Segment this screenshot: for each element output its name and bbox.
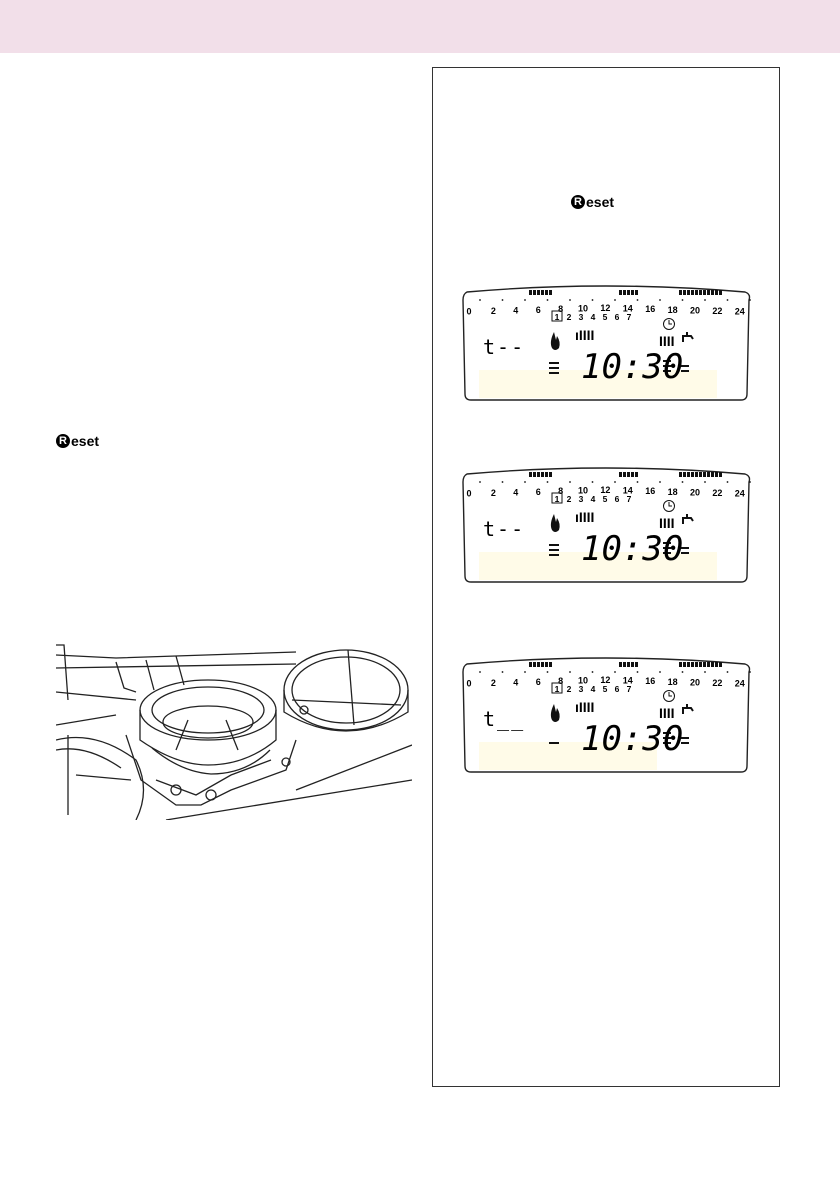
hour-tick-label: 0 [466,678,472,689]
timeline-segment [679,662,682,667]
timeline-segment [707,290,710,295]
timeline-segment [533,290,536,295]
day-label: 5 [602,684,608,694]
timeline-segment [635,472,638,477]
tick-dot [637,299,639,301]
status-code: t-- [483,335,526,359]
hour-tick-label: 18 [667,676,678,687]
timeline-segment [631,472,634,477]
timeline-segment [541,290,544,295]
day-label: 7 [626,312,632,322]
timeline-segment [541,662,544,667]
tick-dot [704,671,706,673]
radiator-icon: ıIIII [575,509,595,525]
timeline-segment [719,662,722,667]
timeline-segment [623,472,626,477]
tick-dot [749,299,751,301]
tick-dot [727,481,729,483]
tick-dot [524,299,526,301]
day-label: 3 [578,312,584,322]
reset-icon: R [56,434,70,448]
hour-tick-label: 6 [535,486,541,497]
timeline-segment [529,662,532,667]
reset-button-label-panel [571,194,614,210]
timeline-segment [627,290,630,295]
timeline-segment [533,472,536,477]
status-code: t__ [483,707,526,731]
timeline-segment [695,662,698,667]
day-label: 3 [578,494,584,504]
timeline-segment [683,662,686,667]
timeline-segment [699,290,702,295]
tick-dot [502,299,504,301]
tick-dot [547,299,549,301]
hour-tick-label: 18 [667,304,678,315]
timeline-segment [533,662,536,667]
radiator-icon-right: IIII [659,705,675,721]
timeline-segment [679,290,682,295]
hour-tick-label: 10 [577,303,589,314]
radiator-icon-right: IIII [659,333,675,349]
timeline-segment [631,290,634,295]
timeline-segment [715,290,718,295]
timeline-segment [715,662,718,667]
timeline-segment [549,290,552,295]
tick-dot [727,299,729,301]
timeline-segment [619,472,622,477]
day-label: 2 [566,312,572,322]
tick-dot [592,671,594,673]
level-bar [549,544,559,546]
tick-dot [569,299,571,301]
day-label: 7 [626,684,632,694]
timeline-segment [549,662,552,667]
reset-text: eset [586,194,615,210]
tick-dot [749,481,751,483]
timeline-segment [695,472,698,477]
timeline-segment [679,472,682,477]
level-bar [549,367,559,369]
day-label: 4 [590,312,596,322]
hour-tick-label: 24 [734,678,745,689]
tick-dot [479,671,481,673]
timeline-segment [549,472,552,477]
tick-dot [547,481,549,483]
hour-tick-label: 2 [490,306,496,316]
hour-tick-label: 2 [490,488,496,498]
lcd-display-3 [461,656,751,774]
timeline-segment [619,290,622,295]
tick-dot [682,299,684,301]
hour-tick-label: 24 [734,306,745,317]
timeline-segment [631,662,634,667]
timeline-segment [703,472,706,477]
day-label: 4 [590,684,596,694]
hour-tick-label: 2 [490,678,496,688]
timeline-segment [529,290,532,295]
hour-tick-label: 18 [667,486,678,497]
timeline-segment [619,662,622,667]
tick-dot [569,671,571,673]
timeline-segment [545,472,548,477]
day-label: 5 [602,312,608,322]
tick-dot [479,481,481,483]
tick-dot [479,299,481,301]
day-label: 2 [566,684,572,694]
timeline-segment [683,472,686,477]
hour-tick-label: 0 [466,306,472,317]
timeline-segment [719,472,722,477]
tick-dot [682,671,684,673]
tick-dot [727,671,729,673]
level-bar [549,742,559,744]
timeline-segment [691,662,694,667]
tick-dot [614,299,616,301]
time-display: 10:30 [581,347,684,387]
tick-dot [637,481,639,483]
tick-dot [569,481,571,483]
day-label: 3 [578,684,584,694]
tick-dot [614,671,616,673]
radiator-icon: ıIIII [575,327,595,343]
timeline-segment [703,290,706,295]
timeline-segment [719,290,722,295]
radiator-icon: ıIIII [575,699,595,715]
hour-tick-label: 10 [577,675,589,686]
level-bar [549,549,559,551]
hour-tick-label: 22 [712,678,723,688]
timeline-segment [545,662,548,667]
timeline-segment [537,662,540,667]
hour-tick-label: 22 [712,488,723,498]
timeline-segment [545,290,548,295]
hour-tick-label: 14 [622,485,633,496]
hour-tick-label: 24 [734,488,745,499]
hour-tick-label: 16 [645,676,656,687]
hour-tick-label: 20 [689,677,701,688]
hour-tick-label: 20 [689,487,701,498]
timeline-segment [715,472,718,477]
lcd-display-2 [461,466,751,584]
timeline-segment [635,662,638,667]
timeline-segment [707,472,710,477]
time-display: 10:30 [581,719,684,759]
timeline-segment [687,290,690,295]
tick-dot [682,481,684,483]
hour-tick-label: 16 [645,486,656,497]
time-display: 10:30 [581,529,684,569]
tick-dot [659,671,661,673]
timeline-segment [695,290,698,295]
reset-icon: R [571,195,585,209]
level-bar [549,372,559,374]
timeline-segment [699,662,702,667]
tick-dot [704,481,706,483]
day-label: 1 [554,684,560,694]
timeline-segment [635,290,638,295]
timeline-segment [691,472,694,477]
timeline-segment [623,290,626,295]
header-band [0,0,840,53]
tick-dot [659,299,661,301]
hour-tick-label: 6 [535,304,541,315]
timeline-segment [683,290,686,295]
tick-dot [592,481,594,483]
timeline-segment [541,472,544,477]
day-label: 7 [626,494,632,504]
level-bar [549,554,559,556]
timeline-segment [699,472,702,477]
day-label: 5 [602,494,608,504]
hour-tick-label: 8 [558,676,564,687]
hour-tick-label: 16 [645,304,656,315]
hour-tick-label: 12 [600,485,611,495]
level-bar [549,362,559,364]
reset-text: eset [71,433,100,449]
timeline-segment [711,472,714,477]
tick-dot [502,671,504,673]
timeline-segment [711,662,714,667]
hour-tick-label: 22 [712,306,723,316]
tick-dot [524,671,526,673]
hour-tick-label: 20 [689,305,701,316]
hour-tick-label: 4 [513,305,519,316]
timeline-segment [707,662,710,667]
hour-tick-label: 4 [513,487,519,498]
tick-dot [592,299,594,301]
timeline-segment [703,662,706,667]
day-label: 1 [554,312,560,322]
timeline-segment [711,290,714,295]
tick-dot [614,481,616,483]
status-code: t-- [483,517,526,541]
day-label: 6 [614,494,620,504]
tick-dot [749,671,751,673]
hour-tick-label: 4 [513,677,519,688]
hour-tick-label: 0 [466,488,472,499]
day-label: 6 [614,312,620,322]
timeline-segment [627,472,630,477]
hour-tick-label: 8 [558,304,564,315]
reset-button-label [56,433,99,449]
tick-dot [659,481,661,483]
hour-tick-label: 12 [600,675,611,685]
timeline-segment [623,662,626,667]
timeline-segment [529,472,532,477]
hour-tick-label: 10 [577,485,589,496]
hour-tick-label: 12 [600,303,611,313]
timeline-segment [691,290,694,295]
tick-dot [704,299,706,301]
day-label: 1 [554,494,560,504]
timeline-segment [537,290,540,295]
hour-tick-label: 14 [622,675,633,686]
hour-tick-label: 6 [535,676,541,687]
day-label: 2 [566,494,572,504]
day-label: 4 [590,494,596,504]
radiator-icon-right: IIII [659,515,675,531]
timeline-segment [687,472,690,477]
tick-dot [637,671,639,673]
tick-dot [547,671,549,673]
tick-dot [524,481,526,483]
boiler-flue-illustration [56,640,412,820]
hour-tick-label: 8 [558,486,564,497]
lcd-display-1 [461,284,751,402]
timeline-segment [687,662,690,667]
timeline-segment [627,662,630,667]
hour-tick-label: 14 [622,303,633,314]
timeline-segment [537,472,540,477]
day-label: 6 [614,684,620,694]
tick-dot [502,481,504,483]
